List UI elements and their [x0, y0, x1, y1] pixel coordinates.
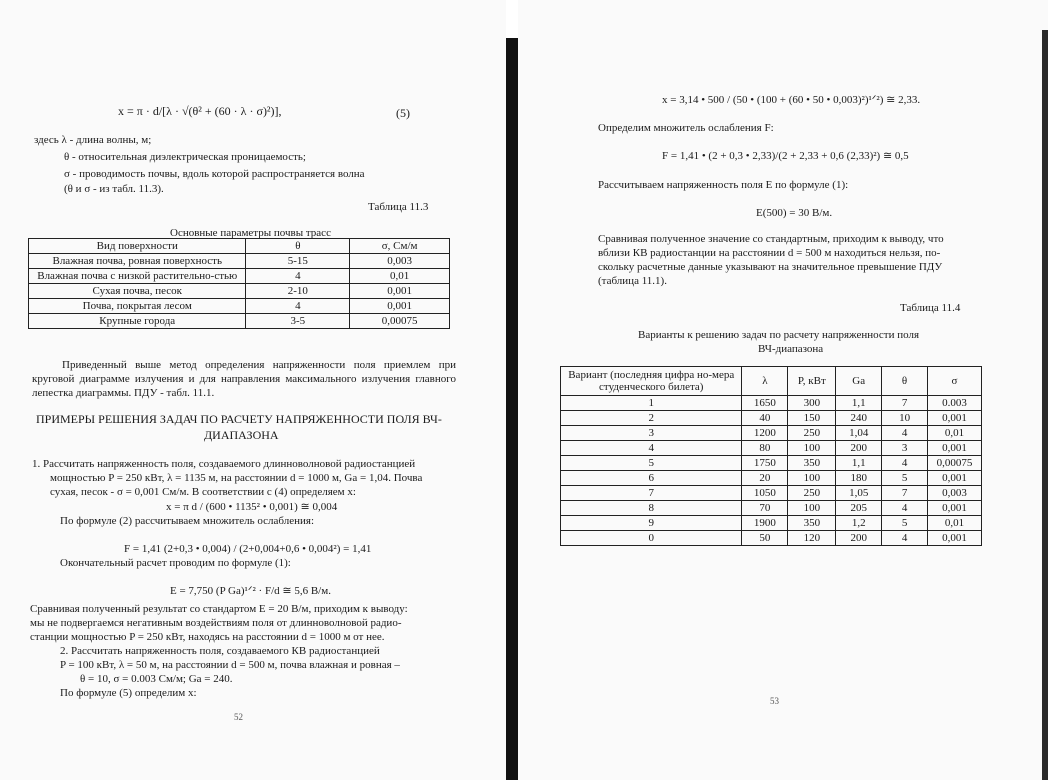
table-cell: 350	[788, 456, 836, 471]
variants-table	[560, 366, 982, 546]
table-cell: 4	[561, 441, 742, 456]
example-2-line: θ = 10, σ = 0.003 См/м; Ga = 240.	[80, 673, 233, 685]
table-cell: 3	[561, 426, 742, 441]
table-cell: 1050	[742, 486, 788, 501]
formula-F-example-1: F = 1,41 (2+0,3 • 0,004) / (2+0,004+0,6 • 0,004²) = 1,41	[124, 543, 372, 555]
table-cell: 7	[561, 486, 742, 501]
column-header: P, кВт	[788, 367, 836, 396]
column-header: λ	[742, 367, 788, 396]
conclusion-line: (таблица 11.1).	[598, 275, 667, 287]
conclusion-line: вблизи КВ радиостанции на расстоянии d = 500 м находиться нельзя, по-	[598, 247, 941, 259]
column-header: Ga	[836, 367, 882, 396]
table-header-row	[561, 367, 982, 396]
table-row	[29, 314, 450, 329]
table-cell: 1200	[742, 426, 788, 441]
table-cell: 0,01	[928, 426, 982, 441]
formula-E-example-1: E = 7,750 (P Ga)¹ᐟ² · F/d ≅ 5,6 В/м.	[170, 585, 331, 597]
table-row	[29, 299, 450, 314]
column-header: σ	[928, 367, 982, 396]
table-cell: 0,003	[928, 486, 982, 501]
method-paragraph: Приведенный выше метод определения напряженности поля приемлем при круговой диаграмме излучения и для направления максимального излучения главного лепестка диаграммы. ПДУ - табл. 11.1.	[32, 359, 456, 399]
table-cell: 0.003	[928, 396, 982, 411]
table-cell: 9	[561, 516, 742, 531]
example-1-line: 1. Рассчитать напряженность поля, создаваемого длинноволновой радиостанцией	[32, 458, 416, 470]
table-cell: 0,00075	[350, 314, 450, 329]
table-caption: Основные параметры почвы трасс	[170, 227, 331, 239]
table-cell: 4	[882, 501, 928, 516]
text-field-strength: Рассчитываем напряженность поля E по формуле (1):	[598, 179, 849, 191]
table-cell: 6	[561, 471, 742, 486]
table-cell: 4	[246, 269, 350, 284]
table-row	[29, 269, 450, 284]
table-row	[561, 441, 982, 456]
table-cell: 5-15	[246, 254, 350, 269]
table-cell: 100	[788, 471, 836, 486]
table-cell: 10	[882, 411, 928, 426]
section-title: ПРИМЕРЫ РЕШЕНИЯ ЗАДАЧ ПО РАСЧЕТУ НАПРЯЖЕННОСТИ ПОЛЯ ВЧ-	[36, 412, 442, 426]
table-cell: 0,001	[928, 411, 982, 426]
table-cell: 4	[882, 531, 928, 546]
table-row	[561, 411, 982, 426]
table-cell: 300	[788, 396, 836, 411]
table-cell: 0,00075	[928, 456, 982, 471]
table-cell: 1,1	[836, 396, 882, 411]
table-cell: 0,001	[350, 299, 450, 314]
table-cell: 120	[788, 531, 836, 546]
table-cell: 0	[561, 531, 742, 546]
table-cell: 50	[742, 531, 788, 546]
table-row	[561, 501, 982, 516]
table-cell: 4	[882, 426, 928, 441]
table-cell: 0,003	[350, 254, 450, 269]
column-header: Вид поверхности	[29, 239, 246, 254]
example-2-line: По формуле (5) определим х:	[60, 687, 197, 699]
example-1-conclusion: станции мощностью P = 250 кВт, находясь на расстоянии d = 1000 м от нее.	[30, 631, 385, 643]
where-line: (θ и σ - из табл. 11.3).	[64, 183, 164, 195]
table-cell: Почва, покрытая лесом	[29, 299, 246, 314]
column-header: θ	[246, 239, 350, 254]
table-cell: 350	[788, 516, 836, 531]
soil-parameters-table	[28, 238, 450, 329]
example-1-conclusion: мы не подвергаемся негативным воздействиям поля от длинноволновой радио-	[30, 617, 402, 629]
table-cell: 8	[561, 501, 742, 516]
table-cell: 180	[836, 471, 882, 486]
table-row	[561, 516, 982, 531]
table-row	[561, 426, 982, 441]
table-cell: 3	[882, 441, 928, 456]
table-cell: Сухая почва, песок	[29, 284, 246, 299]
conclusion-line: скольку расчетные данные указывают на значительное превышение ПДУ	[598, 261, 943, 273]
table-cell: 1,1	[836, 456, 882, 471]
formula-x-example-1: x = π d / (600 • 1135² • 0,001) ≅ 0,004	[166, 501, 338, 513]
page-number: 53	[770, 696, 779, 706]
formula-E-example-2: E(500) = 30 В/м.	[756, 207, 833, 219]
table-label: Таблица 11.4	[900, 302, 961, 314]
table-cell: 0,001	[928, 471, 982, 486]
table-cell: 205	[836, 501, 882, 516]
table-cell: 7	[882, 396, 928, 411]
table-cell: 100	[788, 501, 836, 516]
column-header: Вариант (последняя цифра но-мера студенческого билета)	[561, 367, 742, 396]
table-cell: 3-5	[246, 314, 350, 329]
table-cell: Влажная почва, ровная поверхность	[29, 254, 246, 269]
table-cell: 40	[742, 411, 788, 426]
formula-5-number: (5)	[396, 106, 410, 120]
table-cell: 1900	[742, 516, 788, 531]
table-cell: 70	[742, 501, 788, 516]
section-title: ДИАПАЗОНА	[204, 428, 279, 442]
table-caption: Варианты к решению задач по расчету напряженности поля	[638, 329, 920, 341]
left-page	[0, 0, 506, 780]
table-cell: 1,05	[836, 486, 882, 501]
conclusion-line: Сравнивая полученное значение со стандартным, приходим к выводу, что	[598, 233, 944, 245]
table-cell: 250	[788, 426, 836, 441]
example-1-conclusion: Сравнивая полученный результат со стандартом E = 20 В/м, приходим к выводу:	[30, 603, 408, 615]
example-2-line: P = 100 кВт, λ = 50 м, на расстоянии d = 500 м, почва влажная и ровная –	[60, 659, 400, 671]
table-cell: 0,001	[928, 441, 982, 456]
formula-x-example-2: x = 3,14 • 500 / (50 • (100 + (60 • 50 • 0,003)²)¹ᐟ²) ≅ 2,33.	[662, 94, 921, 106]
table-cell: 200	[836, 441, 882, 456]
table-caption: ВЧ-диапазона	[758, 343, 824, 355]
text-attenuation: Определим множитель ослабления F:	[598, 122, 774, 134]
table-cell: 0,001	[350, 284, 450, 299]
table-row	[29, 284, 450, 299]
table-cell: 1750	[742, 456, 788, 471]
table-row	[561, 456, 982, 471]
table-cell: 5	[882, 471, 928, 486]
table-cell: 7	[882, 486, 928, 501]
table-cell: Крупные города	[29, 314, 246, 329]
table-row	[29, 254, 450, 269]
table-cell: 0,001	[928, 501, 982, 516]
right-page	[518, 0, 1048, 780]
table-row	[561, 486, 982, 501]
table-cell: Влажная почва с низкой растительно-стью	[29, 269, 246, 284]
table-cell: 80	[742, 441, 788, 456]
table-cell: 4	[246, 299, 350, 314]
table-row	[561, 531, 982, 546]
example-1-text: По формуле (2) рассчитываем множитель ослабления:	[60, 515, 315, 527]
formula-5: x = π · d/[λ · √(θ² + (60 · λ · σ)²)],	[118, 104, 282, 118]
table-cell: 0,01	[928, 516, 982, 531]
example-2-line: 2. Рассчитать напряженность поля, создаваемого КВ радиостанцией	[60, 645, 380, 657]
table-row	[561, 396, 982, 411]
table-cell: 1	[561, 396, 742, 411]
table-cell: 250	[788, 486, 836, 501]
table-cell: 4	[882, 456, 928, 471]
where-line: здесь λ - длина волны, м;	[34, 134, 152, 146]
table-cell: 0,01	[350, 269, 450, 284]
where-line: σ - проводимость почвы, вдоль которой распространяется волна	[64, 168, 365, 180]
scanner-edge	[1042, 30, 1048, 780]
table-cell: 150	[788, 411, 836, 426]
table-cell: 0,001	[928, 531, 982, 546]
where-line: θ - относительная диэлектрическая проницаемость;	[64, 151, 306, 163]
table-row	[561, 471, 982, 486]
table-cell: 20	[742, 471, 788, 486]
book-spine	[506, 38, 518, 780]
table-cell: 5	[561, 456, 742, 471]
table-cell: 1650	[742, 396, 788, 411]
column-header: σ, См/м	[350, 239, 450, 254]
example-1-line: сухая, песок - σ = 0,001 См/м. В соответствии с (4) определяем х:	[50, 486, 356, 498]
table-cell: 200	[836, 531, 882, 546]
table-cell: 5	[882, 516, 928, 531]
table-cell: 100	[788, 441, 836, 456]
page-number: 52	[234, 712, 243, 722]
example-1-line: мощностью P = 250 кВт, λ = 1135 м, на расстоянии d = 1000 м, Ga = 1,04. Почва	[50, 472, 423, 484]
table-header-row	[29, 239, 450, 254]
example-1-text: Окончательный расчет проводим по формуле (1):	[60, 557, 291, 569]
variants-table-body	[561, 396, 982, 546]
table-cell: 1,2	[836, 516, 882, 531]
table-cell: 240	[836, 411, 882, 426]
table-cell: 1,04	[836, 426, 882, 441]
table-label: Таблица 11.3	[368, 201, 429, 213]
table-cell: 2	[561, 411, 742, 426]
column-header: θ	[882, 367, 928, 396]
table-cell: 2-10	[246, 284, 350, 299]
formula-F-example-2: F = 1,41 • (2 + 0,3 • 2,33)/(2 + 2,33 + 0,6 (2,33)²) ≅ 0,5	[662, 150, 909, 162]
